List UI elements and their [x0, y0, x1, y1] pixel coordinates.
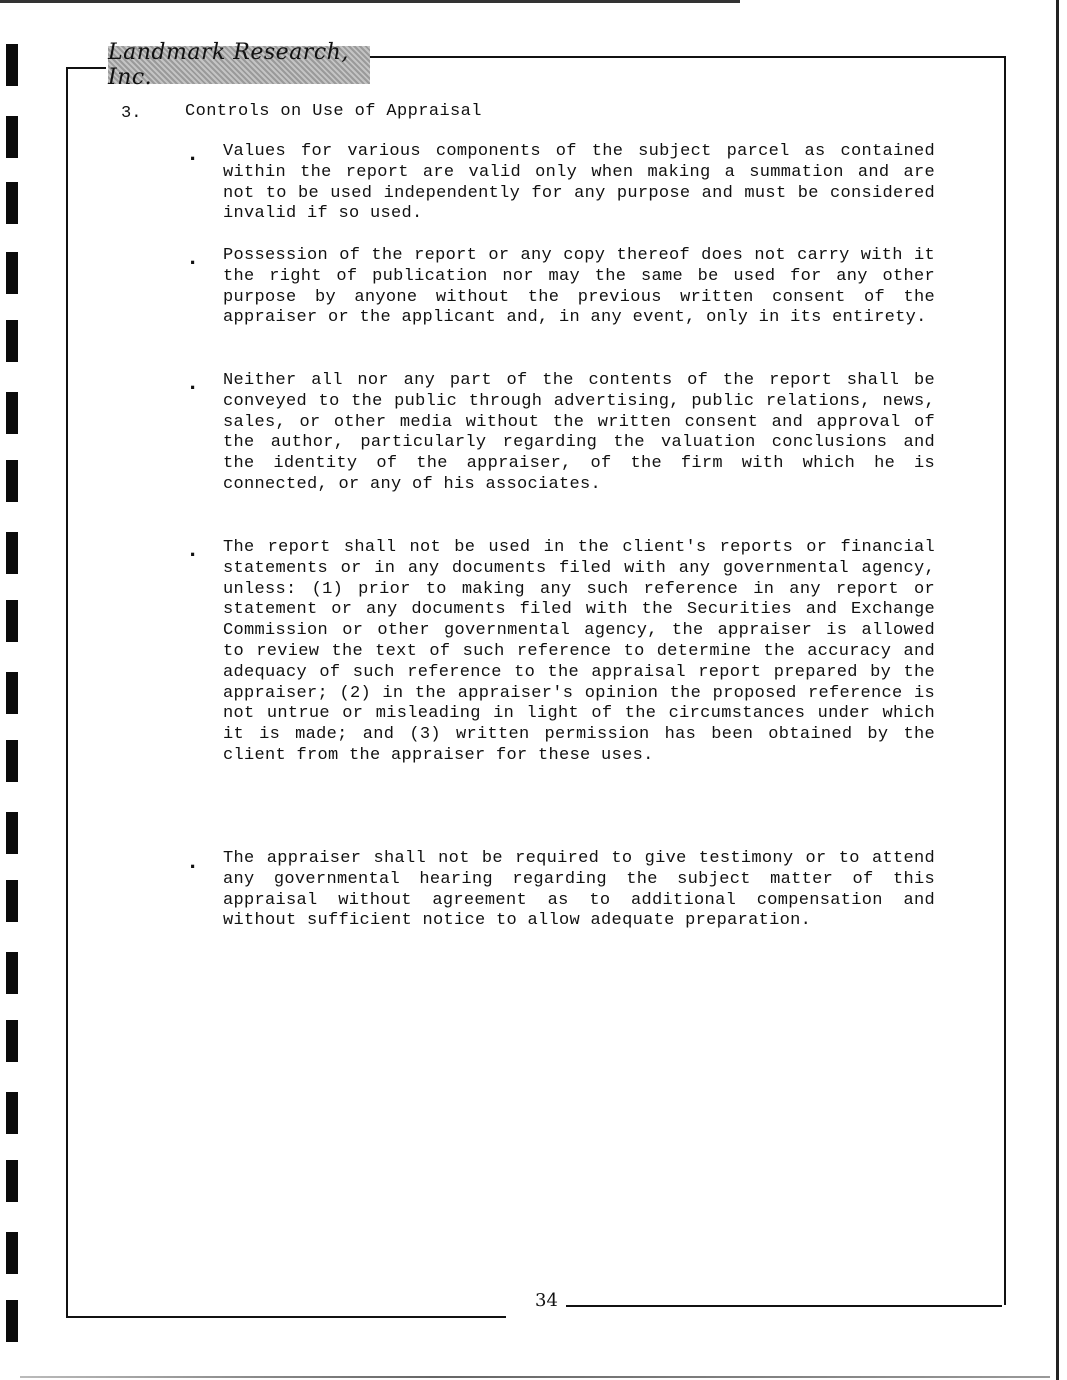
binding-hole — [6, 116, 18, 158]
binding-hole — [6, 1232, 18, 1274]
list-item: Values for various components of the subject parcel as contained within the report are valid only when making a summation and are not to be used independently for any purpose and must be considered invalid if so used. — [223, 142, 935, 224]
binding-hole — [6, 600, 18, 642]
binding-hole — [6, 460, 18, 502]
page-top-edge — [0, 0, 740, 3]
binding-hole — [6, 740, 18, 782]
logo-text: Landmark Research, Inc. — [108, 40, 349, 90]
bullet-marker: . — [186, 142, 200, 167]
frame-rule-bottom-left — [66, 1316, 506, 1318]
bullet-marker: . — [186, 246, 200, 271]
binding-hole — [6, 880, 18, 922]
section-number: 3. — [121, 104, 142, 123]
frame-rule-top-left — [66, 67, 106, 69]
binding-hole — [6, 252, 18, 294]
list-item: The appraiser shall not be required to give testimony or to attend any governmental hearing regarding the subject matter of this appraisal without agreement as to additional compensation and without sufficient notice to allow adequate preparation. — [223, 849, 935, 931]
binding-hole — [6, 392, 18, 434]
frame-rule-top-right — [370, 56, 1004, 58]
binding-hole — [6, 1160, 18, 1202]
binding-hole — [6, 672, 18, 714]
binding-hole — [6, 532, 18, 574]
company-logo — [108, 40, 370, 90]
binding-hole — [6, 1300, 18, 1342]
page-bottom-edge — [20, 1376, 1050, 1378]
binding-hole — [6, 320, 18, 362]
list-item: The report shall not be used in the client's reports or financial statements or in any documents filed with any governmental agency, unless: (1) prior to making any such reference in any report or statement or any documents filed with the Securities and Exchange Commission or other governmental agency, the appraiser is allowed to review the text of such reference to determine the accuracy and adequacy of such reference to the appraisal report prepared by the appraiser; (2) in the appraiser's opinion the proposed reference is not untrue or misleading in light of the circumstances under which it is made; and (3) written permission has been obtained by the client from the appraiser for these uses. — [223, 538, 935, 765]
bullet-marker: . — [186, 850, 200, 875]
frame-rule-bottom-right — [566, 1305, 1004, 1307]
page-number: 34 — [535, 1290, 558, 1311]
binding-hole — [6, 1092, 18, 1134]
list-item: Possession of the report or any copy thereof does not carry with it the right of publication nor may the same be used for any other purpose by anyone without the previous written consent of the appraiser or the applicant and, in any event, only in its entirety. — [223, 246, 935, 328]
binding-hole — [6, 44, 18, 86]
bullet-marker: . — [186, 538, 200, 563]
frame-gap — [1002, 1305, 1006, 1319]
binding-hole — [6, 1020, 18, 1062]
page-right-edge — [1056, 0, 1059, 1380]
binding-hole — [6, 812, 18, 854]
list-item: Neither all nor any part of the contents of the report shall be conveyed to the public through advertising, public relations, news, sales, or other media without the written consent and approval of the author, particularly regarding the valuation conclusions and the identity of the appraiser, of the firm with which he is connected, or any of his associates. — [223, 371, 935, 494]
binding-hole — [6, 952, 18, 994]
binding-hole — [6, 182, 18, 224]
bullet-marker: . — [186, 371, 200, 396]
section-title: Controls on Use of Appraisal — [185, 102, 482, 121]
